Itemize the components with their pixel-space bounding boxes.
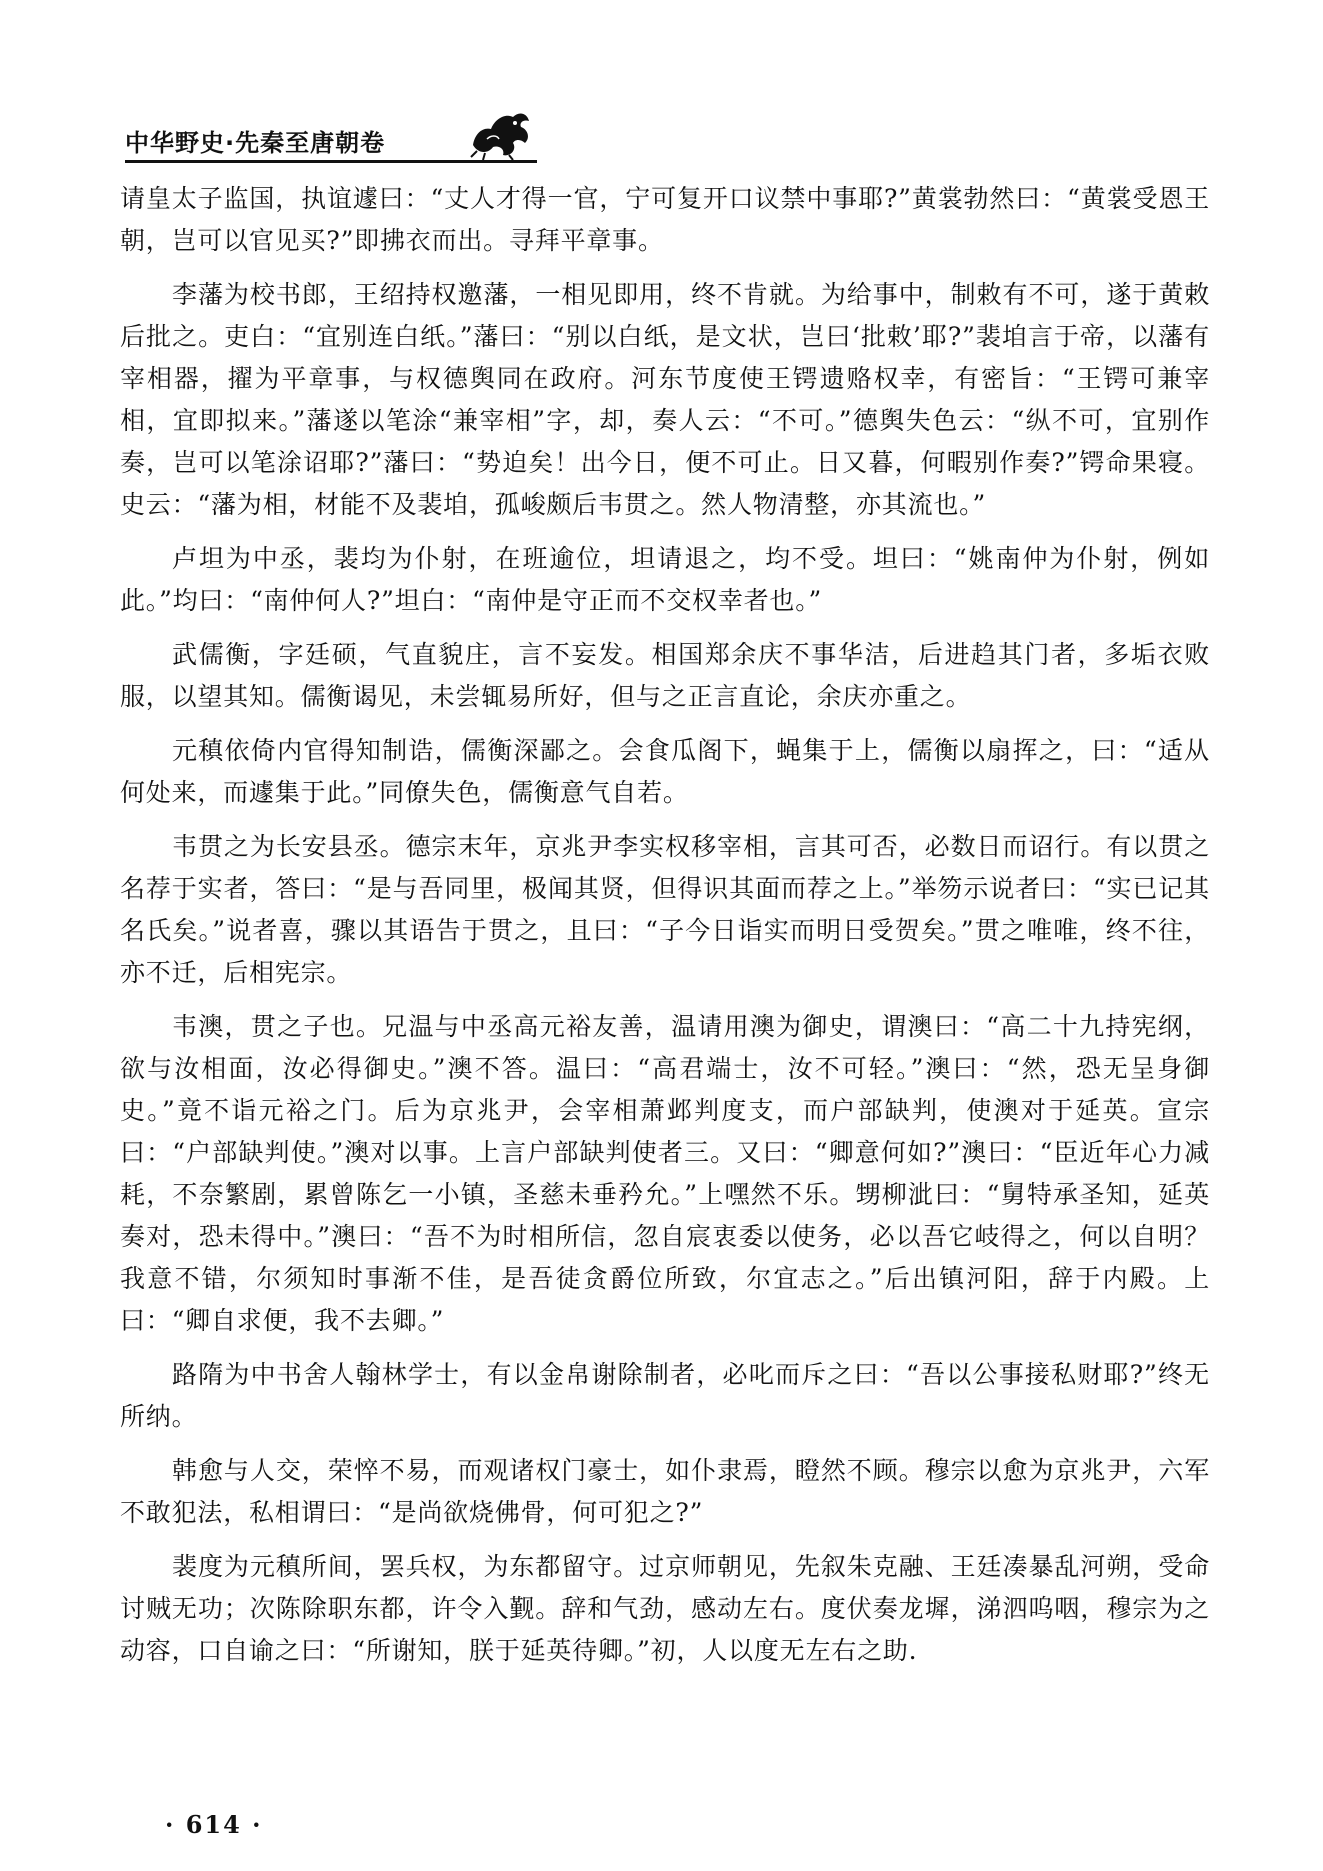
header-rule [125, 160, 537, 163]
paragraph: 李藩为校书郎，王绍持权邀藩，一相见即用，终不肯就。为给事中，制敕有不可，遂于黄敕后批之。吏白：“宜别连白纸。”藩曰：“别以白纸，是文状，岂曰‘批敕’耶?”裴垍言于帝，以藩有宰相器，擢为平章事，与权德舆同在政府。河东节度使王锷遗赂权幸，有密旨：“王锷可兼宰相，宜即拟来。”藩遂以笔涂“兼宰相”字，却，奏人云：“不可。”德舆失色云：“纵不可，宜别作奏，岂可以笔涂诏耶?”藩曰：“势迫矣！出今日，便不可止。日又暮，何暇别作奏?”锷命果寝。史云：“藩为相，材能不及裴垍，孤峻颇后韦贯之。然人物清整，亦其流也。” [120, 280, 1210, 519]
book-title: 中华野史·先秦至唐朝卷 [125, 129, 386, 157]
running-header [125, 103, 535, 165]
page-number: · 614 · [165, 1810, 263, 1839]
paragraph: 卢坦为中丞，裴均为仆射，在班逾位，坦请退之，均不受。坦曰：“姚南仲为仆射，例如此。”均曰：“南仲何人?”坦白：“南仲是守正而不交权幸者也。” [120, 544, 1210, 615]
paragraph: 韦澳，贯之子也。兄温与中丞高元裕友善，温请用澳为御史，谓澳曰：“高二十九持宪纲，欲与汝相面，汝必得御史。”澳不答。温曰：“高君端士，汝不可轻。”澳曰：“然，恐无呈身御史。”竟不诣元裕之门。后为京兆尹，会宰相萧邺判度支，而户部缺判，使澳对于延英。宣宗曰：“户部缺判使。”澳对以事。上言户部缺判使者三。又曰：“卿意何如?”澳曰：“臣近年心力减耗，不奈繁剧，累曾陈乞一小镇，圣慈未垂矜允。”上嘿然不乐。甥柳泚曰：“舅特承圣知，延英奏对，恐未得中。”澳曰：“吾不为时相所信，忽自宸衷委以使务，必以吾它岐得之，何以自明？我意不错，尔须知时事渐不佳，是吾徒贪爵位所致，尔宜志之。”后出镇河阳，辞于内殿。上曰：“卿自求便，我不去卿。” [120, 1012, 1210, 1335]
paragraph: 韩愈与人交，荣悴不易，而观诸权门豪士，如仆隶焉，瞪然不顾。穆宗以愈为京兆尹，六军不敢犯法，私相谓曰：“是尚欲烧佛骨，何可犯之?” [120, 1456, 1210, 1527]
paragraph: 路隋为中书舍人翰林学士，有以金帛谢除制者，必叱而斥之曰：“吾以公事接私财耶?”终无所纳。 [120, 1360, 1210, 1431]
dragon-emblem-icon [465, 105, 537, 161]
paragraph: 元稹依倚内官得知制诰，儒衡深鄙之。会食瓜阁下，蝇集于上，儒衡以扇挥之，曰：“适从何处来，而遽集于此。”同僚失色，儒衡意气自若。 [120, 736, 1210, 807]
paragraph: 武儒衡，字廷硕，气直貌庄，言不妄发。相国郑余庆不事华洁，后进趋其门者，多垢衣败服，以望其知。儒衡谒见，未尝辄易所好，但与之正言直论，余庆亦重之。 [120, 640, 1210, 711]
body-text [120, 178, 1210, 1684]
paragraph: 韦贯之为长安县丞。德宗末年，京兆尹李实权移宰相，言其可否，必数日而诏行。有以贯之名荐于实者，答曰：“是与吾同里，极闻其贤，但得识其面而荐之上。”举笏示说者曰：“实已记其名氏矣。”说者喜，骤以其语告于贯之，且曰：“子今日诣实而明日受贺矣。”贯之唯唯，终不往，亦不迁，后相宪宗。 [120, 832, 1210, 987]
paragraph: 请皇太子监国，执谊遽曰：“丈人才得一官，宁可复开口议禁中事耶?”黄裳勃然曰：“黄裳受恩王朝，岂可以官见买?”即拂衣而出。寻拜平章事。 [120, 184, 1210, 255]
paragraph: 裴度为元稹所间，罢兵权，为东都留守。过京师朝见，先叙朱克融、王廷凑暴乱河朔，受命讨贼无功；次陈除职东都，许令入觐。辞和气劲，感动左右。度伏奏龙墀，涕泗呜咽，穆宗为之动容，口自谕之曰：“所谢知，朕于延英待卿。”初，人以度无左右之助. [120, 1552, 1210, 1665]
